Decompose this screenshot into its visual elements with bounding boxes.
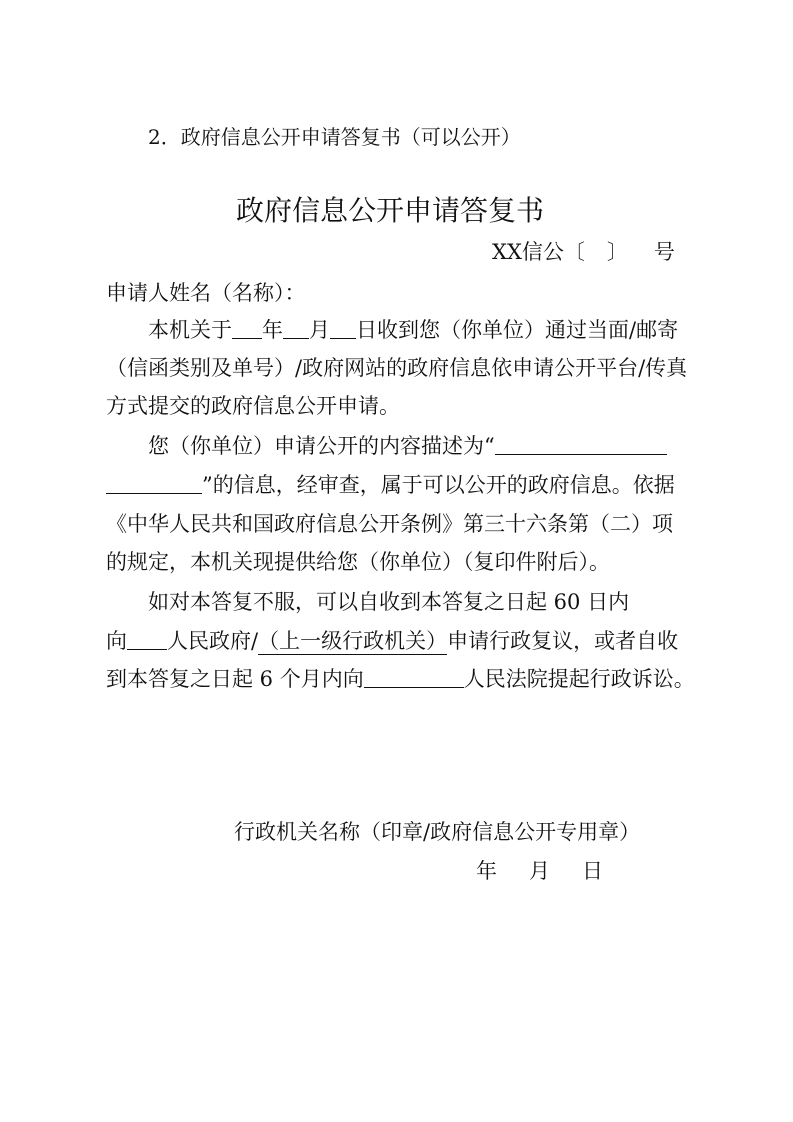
para1-line2: （信函类别及单号）/政府网站的政府信息依申请公开平台/传真 [106,356,688,380]
doc-number-suffix: 号 [653,240,675,264]
para1-year-label: 年 [262,318,283,342]
para2-line2 [106,475,675,496]
para3-text-e: 到本答复之日起 6 个月内向 [106,667,364,691]
para3-line1: 如对本答复不服，可以自收到本答复之日起 60 日内 [148,590,630,614]
date-year-label: 年 [476,859,497,883]
para1-month-label: 月 [309,318,330,342]
document-number [492,242,675,263]
agency-signature: 行政机关名称（印章/政府信息公开专用章） [234,820,641,844]
doc-number-word: 信公〔 [521,240,585,264]
date-day-label: 日 [582,859,603,883]
blank-day [330,320,356,339]
para3-text-a: 向 [106,629,127,653]
para3-higher-authority: （上一级行政机关） [258,629,448,653]
para1-line3: 方式提交的政府信息公开申请。 [106,394,400,418]
para2-text-a: 您（你单位）申请公开的内容描述为“ [148,434,495,458]
blank-government [127,631,167,650]
para2-line1 [148,436,667,457]
date-month-label: 月 [529,859,550,883]
page-title: 政府信息公开申请答复书 [236,194,545,227]
para3-text-d: 申请行政复议，或者自收 [447,629,679,653]
doc-number-prefix: XX [492,240,522,264]
para1-line1 [148,320,678,341]
blank-court [364,669,464,688]
para1-text-d: 日收到您（你单位）通过当面/邮寄 [356,318,679,342]
para2-text-b: ”的信息，经审查，属于可以公开的政府信息。依据 [202,473,675,497]
blank-year [232,320,262,339]
blank-content-description-cont [106,475,202,494]
para3-line3 [106,669,695,690]
blank-month [283,320,309,339]
section-heading: 2．政府信息公开申请答复书（可以公开） [148,125,521,149]
para2-line4: 的规定，本机关现提供给您（你单位）（复印件附后）。 [106,550,610,574]
para1-text-a: 本机关于 [148,318,232,342]
para3-text-f: 人民法院提起行政诉讼。 [463,667,695,691]
signature-date [476,861,603,882]
para3-text-b: 人民政府/ [167,629,259,653]
blank-content-description [495,436,667,455]
doc-number-close-bracket: 〕 [606,240,628,264]
para3-line2 [106,631,678,652]
para2-line3: 《中华人民共和国政府信息公开条例》第三十六条第（二）项 [106,512,673,536]
salutation: 申请人姓名（名称）： [106,281,306,305]
